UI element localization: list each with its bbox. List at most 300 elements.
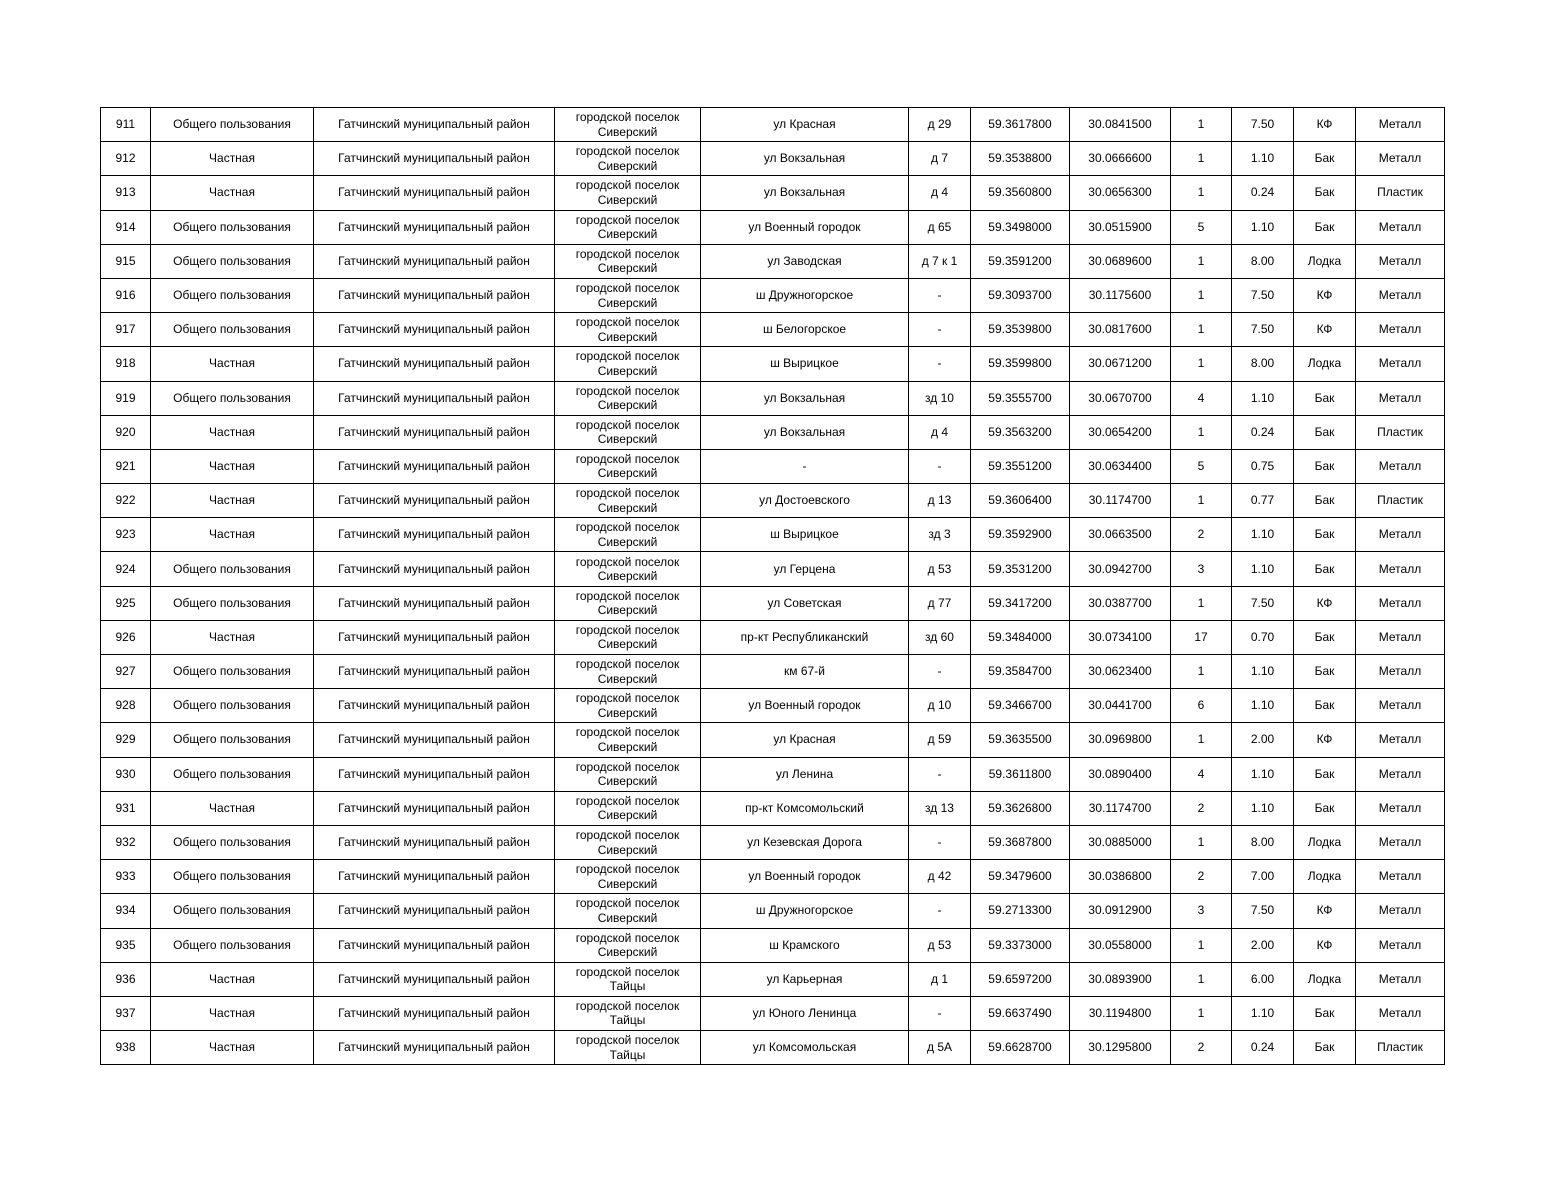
cell-container-type: Бак	[1294, 518, 1356, 552]
cell-material: Пластик	[1356, 1031, 1445, 1065]
cell-container-type: Бак	[1294, 142, 1356, 176]
cell-district: Гатчинский муниципальный район	[314, 142, 555, 176]
table-row	[101, 723, 1445, 757]
cell-ownership: Частная	[151, 449, 314, 483]
cell-ownership: Частная	[151, 962, 314, 996]
cell-latitude: 59.3635500	[971, 723, 1070, 757]
cell-id: 930	[101, 757, 151, 791]
cell-street: ул Военный городок	[701, 860, 909, 894]
cell-volume: 1.10	[1232, 210, 1294, 244]
cell-latitude: 59.6597200	[971, 962, 1070, 996]
cell-longitude: 30.0441700	[1070, 689, 1171, 723]
cell-street: ш Дружногорское	[701, 894, 909, 928]
cell-material: Пластик	[1356, 484, 1445, 518]
cell-ownership: Общего пользования	[151, 313, 314, 347]
cell-district: Гатчинский муниципальный район	[314, 962, 555, 996]
cell-house: д 10	[909, 689, 971, 723]
cell-longitude: 30.0634400	[1070, 449, 1171, 483]
cell-volume: 1.10	[1232, 655, 1294, 689]
cell-street: ул Кезевская Дорога	[701, 825, 909, 859]
cell-volume: 1.10	[1232, 552, 1294, 586]
cell-ownership: Общего пользования	[151, 244, 314, 278]
cell-container-type: КФ	[1294, 928, 1356, 962]
table-row	[101, 928, 1445, 962]
cell-count: 2	[1171, 518, 1232, 552]
cell-material: Металл	[1356, 723, 1445, 757]
cell-district: Гатчинский муниципальный район	[314, 108, 555, 142]
cell-count: 2	[1171, 1031, 1232, 1065]
cell-settlement: городской поселок Сиверский	[555, 108, 701, 142]
cell-district: Гатчинский муниципальный район	[314, 825, 555, 859]
cell-district: Гатчинский муниципальный район	[314, 655, 555, 689]
cell-latitude: 59.3687800	[971, 825, 1070, 859]
cell-latitude: 59.3093700	[971, 278, 1070, 312]
cell-longitude: 30.1194800	[1070, 996, 1171, 1030]
cell-street: ул Вокзальная	[701, 142, 909, 176]
cell-settlement: городской поселок Сиверский	[555, 620, 701, 654]
cell-material: Металл	[1356, 962, 1445, 996]
cell-district: Гатчинский муниципальный район	[314, 757, 555, 791]
cell-material: Металл	[1356, 860, 1445, 894]
cell-district: Гатчинский муниципальный район	[314, 791, 555, 825]
table-row	[101, 244, 1445, 278]
cell-district: Гатчинский муниципальный район	[314, 723, 555, 757]
cell-id: 912	[101, 142, 151, 176]
table-row	[101, 757, 1445, 791]
cell-street: -	[701, 449, 909, 483]
cell-settlement: городской поселок Сиверский	[555, 928, 701, 962]
cell-house: -	[909, 655, 971, 689]
cell-latitude: 59.3466700	[971, 689, 1070, 723]
cell-settlement: городской поселок Сиверский	[555, 825, 701, 859]
cell-ownership: Частная	[151, 484, 314, 518]
cell-longitude: 30.0817600	[1070, 313, 1171, 347]
cell-ownership: Частная	[151, 1031, 314, 1065]
cell-house: д 77	[909, 586, 971, 620]
cell-ownership: Частная	[151, 415, 314, 449]
cell-house: зд 60	[909, 620, 971, 654]
cell-id: 925	[101, 586, 151, 620]
table-row	[101, 484, 1445, 518]
registry-table	[100, 107, 1445, 1065]
cell-district: Гатчинский муниципальный район	[314, 210, 555, 244]
cell-count: 1	[1171, 928, 1232, 962]
cell-latitude: 59.3584700	[971, 655, 1070, 689]
cell-settlement: городской поселок Тайцы	[555, 962, 701, 996]
table-row	[101, 313, 1445, 347]
cell-longitude: 30.0515900	[1070, 210, 1171, 244]
cell-material: Металл	[1356, 278, 1445, 312]
cell-settlement: городской поселок Сиверский	[555, 518, 701, 552]
cell-district: Гатчинский муниципальный район	[314, 1031, 555, 1065]
table-row	[101, 860, 1445, 894]
table-row	[101, 210, 1445, 244]
cell-count: 3	[1171, 894, 1232, 928]
cell-container-type: Лодка	[1294, 244, 1356, 278]
cell-count: 1	[1171, 825, 1232, 859]
table-row	[101, 962, 1445, 996]
cell-container-type: Бак	[1294, 757, 1356, 791]
cell-settlement: городской поселок Сиверский	[555, 244, 701, 278]
cell-settlement: городской поселок Сиверский	[555, 347, 701, 381]
cell-count: 5	[1171, 449, 1232, 483]
cell-volume: 8.00	[1232, 347, 1294, 381]
cell-material: Металл	[1356, 620, 1445, 654]
cell-longitude: 30.0671200	[1070, 347, 1171, 381]
cell-material: Металл	[1356, 313, 1445, 347]
cell-count: 1	[1171, 244, 1232, 278]
table-row	[101, 415, 1445, 449]
cell-volume: 1.10	[1232, 757, 1294, 791]
cell-material: Металл	[1356, 142, 1445, 176]
cell-id: 929	[101, 723, 151, 757]
cell-volume: 7.50	[1232, 586, 1294, 620]
cell-longitude: 30.0654200	[1070, 415, 1171, 449]
table-row	[101, 996, 1445, 1030]
cell-volume: 1.10	[1232, 791, 1294, 825]
cell-id: 934	[101, 894, 151, 928]
cell-longitude: 30.0386800	[1070, 860, 1171, 894]
cell-ownership: Общего пользования	[151, 108, 314, 142]
cell-volume: 0.24	[1232, 415, 1294, 449]
cell-settlement: городской поселок Сиверский	[555, 278, 701, 312]
cell-count: 1	[1171, 723, 1232, 757]
cell-container-type: Бак	[1294, 655, 1356, 689]
cell-house: д 13	[909, 484, 971, 518]
cell-volume: 0.75	[1232, 449, 1294, 483]
cell-id: 924	[101, 552, 151, 586]
cell-volume: 1.10	[1232, 142, 1294, 176]
cell-id: 911	[101, 108, 151, 142]
cell-container-type: Лодка	[1294, 962, 1356, 996]
cell-material: Металл	[1356, 689, 1445, 723]
cell-district: Гатчинский муниципальный район	[314, 484, 555, 518]
cell-volume: 0.77	[1232, 484, 1294, 518]
cell-ownership: Частная	[151, 347, 314, 381]
cell-house: д 29	[909, 108, 971, 142]
cell-latitude: 59.3599800	[971, 347, 1070, 381]
cell-street: ул Вокзальная	[701, 415, 909, 449]
cell-ownership: Общего пользования	[151, 860, 314, 894]
cell-count: 1	[1171, 962, 1232, 996]
cell-container-type: Бак	[1294, 552, 1356, 586]
cell-container-type: КФ	[1294, 586, 1356, 620]
cell-street: ул Советская	[701, 586, 909, 620]
cell-latitude: 59.3373000	[971, 928, 1070, 962]
cell-settlement: городской поселок Сиверский	[555, 586, 701, 620]
cell-volume: 1.10	[1232, 381, 1294, 415]
cell-id: 918	[101, 347, 151, 381]
cell-longitude: 30.0689600	[1070, 244, 1171, 278]
cell-id: 932	[101, 825, 151, 859]
cell-district: Гатчинский муниципальный район	[314, 415, 555, 449]
cell-settlement: городской поселок Сиверский	[555, 552, 701, 586]
cell-settlement: городской поселок Тайцы	[555, 996, 701, 1030]
cell-volume: 2.00	[1232, 723, 1294, 757]
cell-settlement: городской поселок Сиверский	[555, 484, 701, 518]
cell-longitude: 30.0656300	[1070, 176, 1171, 210]
cell-container-type: КФ	[1294, 108, 1356, 142]
cell-longitude: 30.0623400	[1070, 655, 1171, 689]
cell-ownership: Частная	[151, 518, 314, 552]
cell-container-type: КФ	[1294, 723, 1356, 757]
cell-count: 1	[1171, 484, 1232, 518]
cell-latitude: 59.3498000	[971, 210, 1070, 244]
cell-ownership: Частная	[151, 996, 314, 1030]
cell-latitude: 59.3591200	[971, 244, 1070, 278]
cell-ownership: Общего пользования	[151, 278, 314, 312]
cell-house: д 4	[909, 415, 971, 449]
cell-settlement: городской поселок Сиверский	[555, 176, 701, 210]
cell-latitude: 59.3611800	[971, 757, 1070, 791]
cell-longitude: 30.0893900	[1070, 962, 1171, 996]
cell-latitude: 59.3592900	[971, 518, 1070, 552]
cell-settlement: городской поселок Сиверский	[555, 449, 701, 483]
cell-street: ул Юного Ленинца	[701, 996, 909, 1030]
cell-longitude: 30.0885000	[1070, 825, 1171, 859]
cell-house: -	[909, 449, 971, 483]
cell-material: Пластик	[1356, 176, 1445, 210]
cell-id: 920	[101, 415, 151, 449]
cell-id: 917	[101, 313, 151, 347]
cell-volume: 6.00	[1232, 962, 1294, 996]
cell-latitude: 59.3538800	[971, 142, 1070, 176]
cell-house: д 65	[909, 210, 971, 244]
cell-settlement: городской поселок Сиверский	[555, 655, 701, 689]
cell-street: ш Крамского	[701, 928, 909, 962]
cell-volume: 1.10	[1232, 996, 1294, 1030]
cell-material: Металл	[1356, 825, 1445, 859]
cell-longitude: 30.0666600	[1070, 142, 1171, 176]
cell-settlement: городской поселок Тайцы	[555, 1031, 701, 1065]
cell-container-type: Бак	[1294, 210, 1356, 244]
table-row	[101, 278, 1445, 312]
cell-latitude: 59.3531200	[971, 552, 1070, 586]
cell-settlement: городской поселок Сиверский	[555, 723, 701, 757]
cell-count: 1	[1171, 176, 1232, 210]
cell-material: Металл	[1356, 996, 1445, 1030]
cell-street: ул Военный городок	[701, 689, 909, 723]
cell-street: пр-кт Комсомольский	[701, 791, 909, 825]
cell-ownership: Частная	[151, 620, 314, 654]
cell-latitude: 59.3606400	[971, 484, 1070, 518]
cell-house: д 7	[909, 142, 971, 176]
cell-district: Гатчинский муниципальный район	[314, 552, 555, 586]
cell-longitude: 30.0670700	[1070, 381, 1171, 415]
cell-ownership: Общего пользования	[151, 210, 314, 244]
cell-house: -	[909, 757, 971, 791]
cell-id: 937	[101, 996, 151, 1030]
cell-settlement: городской поселок Сиверский	[555, 860, 701, 894]
cell-id: 922	[101, 484, 151, 518]
cell-id: 913	[101, 176, 151, 210]
cell-street: ул Герцена	[701, 552, 909, 586]
cell-street: пр-кт Республиканский	[701, 620, 909, 654]
cell-volume: 2.00	[1232, 928, 1294, 962]
cell-material: Пластик	[1356, 415, 1445, 449]
cell-count: 5	[1171, 210, 1232, 244]
table-row	[101, 108, 1445, 142]
cell-street: ул Красная	[701, 108, 909, 142]
cell-container-type: Бак	[1294, 996, 1356, 1030]
cell-material: Металл	[1356, 757, 1445, 791]
cell-house: д 59	[909, 723, 971, 757]
cell-district: Гатчинский муниципальный район	[314, 518, 555, 552]
table-row	[101, 894, 1445, 928]
cell-street: ул Красная	[701, 723, 909, 757]
cell-count: 1	[1171, 313, 1232, 347]
cell-count: 2	[1171, 860, 1232, 894]
cell-longitude: 30.0841500	[1070, 108, 1171, 142]
cell-house: зд 13	[909, 791, 971, 825]
cell-street: ул Комсомольская	[701, 1031, 909, 1065]
cell-settlement: городской поселок Сиверский	[555, 415, 701, 449]
cell-house: -	[909, 894, 971, 928]
cell-count: 1	[1171, 655, 1232, 689]
cell-district: Гатчинский муниципальный район	[314, 894, 555, 928]
table-row	[101, 791, 1445, 825]
cell-latitude: 59.2713300	[971, 894, 1070, 928]
cell-street: ул Достоевского	[701, 484, 909, 518]
cell-longitude: 30.1295800	[1070, 1031, 1171, 1065]
cell-ownership: Общего пользования	[151, 757, 314, 791]
cell-ownership: Общего пользования	[151, 894, 314, 928]
cell-latitude: 59.3560800	[971, 176, 1070, 210]
cell-house: д 7 к 1	[909, 244, 971, 278]
cell-count: 1	[1171, 347, 1232, 381]
cell-latitude: 59.3417200	[971, 586, 1070, 620]
cell-ownership: Частная	[151, 176, 314, 210]
cell-longitude: 30.0942700	[1070, 552, 1171, 586]
cell-house: д 53	[909, 928, 971, 962]
cell-street: ул Карьерная	[701, 962, 909, 996]
cell-volume: 0.24	[1232, 1031, 1294, 1065]
cell-material: Металл	[1356, 894, 1445, 928]
cell-container-type: Лодка	[1294, 860, 1356, 894]
cell-settlement: городской поселок Сиверский	[555, 894, 701, 928]
cell-id: 927	[101, 655, 151, 689]
cell-volume: 1.10	[1232, 689, 1294, 723]
cell-district: Гатчинский муниципальный район	[314, 586, 555, 620]
cell-settlement: городской поселок Сиверский	[555, 381, 701, 415]
cell-house: д 42	[909, 860, 971, 894]
cell-count: 4	[1171, 757, 1232, 791]
cell-district: Гатчинский муниципальный район	[314, 244, 555, 278]
cell-container-type: Бак	[1294, 415, 1356, 449]
table-row	[101, 1031, 1445, 1065]
cell-material: Металл	[1356, 655, 1445, 689]
cell-house: -	[909, 313, 971, 347]
cell-district: Гатчинский муниципальный район	[314, 689, 555, 723]
cell-longitude: 30.0558000	[1070, 928, 1171, 962]
cell-volume: 7.50	[1232, 894, 1294, 928]
cell-latitude: 59.6628700	[971, 1031, 1070, 1065]
cell-street: ш Вырицкое	[701, 518, 909, 552]
cell-house: -	[909, 825, 971, 859]
cell-latitude: 59.3617800	[971, 108, 1070, 142]
cell-id: 923	[101, 518, 151, 552]
cell-count: 1	[1171, 415, 1232, 449]
cell-container-type: Лодка	[1294, 347, 1356, 381]
cell-id: 916	[101, 278, 151, 312]
cell-container-type: Бак	[1294, 449, 1356, 483]
cell-latitude: 59.3539800	[971, 313, 1070, 347]
cell-district: Гатчинский муниципальный район	[314, 313, 555, 347]
table-row	[101, 449, 1445, 483]
cell-container-type: Бак	[1294, 791, 1356, 825]
cell-material: Металл	[1356, 928, 1445, 962]
table-row	[101, 825, 1445, 859]
cell-district: Гатчинский муниципальный район	[314, 996, 555, 1030]
cell-house: зд 3	[909, 518, 971, 552]
cell-house: -	[909, 996, 971, 1030]
cell-street: ул Заводская	[701, 244, 909, 278]
cell-latitude: 59.3563200	[971, 415, 1070, 449]
cell-id: 926	[101, 620, 151, 654]
cell-count: 3	[1171, 552, 1232, 586]
cell-count: 2	[1171, 791, 1232, 825]
cell-container-type: Бак	[1294, 176, 1356, 210]
cell-volume: 8.00	[1232, 244, 1294, 278]
cell-district: Гатчинский муниципальный район	[314, 449, 555, 483]
cell-street: ш Дружногорское	[701, 278, 909, 312]
cell-ownership: Общего пользования	[151, 825, 314, 859]
cell-ownership: Частная	[151, 142, 314, 176]
cell-district: Гатчинский муниципальный район	[314, 381, 555, 415]
cell-longitude: 30.1174700	[1070, 484, 1171, 518]
cell-house: -	[909, 278, 971, 312]
cell-container-type: Бак	[1294, 689, 1356, 723]
cell-id: 928	[101, 689, 151, 723]
cell-latitude: 59.3479600	[971, 860, 1070, 894]
cell-district: Гатчинский муниципальный район	[314, 620, 555, 654]
cell-count: 17	[1171, 620, 1232, 654]
cell-id: 938	[101, 1031, 151, 1065]
cell-container-type: КФ	[1294, 894, 1356, 928]
cell-ownership: Общего пользования	[151, 928, 314, 962]
cell-longitude: 30.1175600	[1070, 278, 1171, 312]
cell-settlement: городской поселок Сиверский	[555, 791, 701, 825]
cell-volume: 0.24	[1232, 176, 1294, 210]
cell-id: 914	[101, 210, 151, 244]
cell-material: Металл	[1356, 381, 1445, 415]
cell-latitude: 59.3484000	[971, 620, 1070, 654]
cell-district: Гатчинский муниципальный район	[314, 347, 555, 381]
cell-material: Металл	[1356, 244, 1445, 278]
cell-ownership: Частная	[151, 791, 314, 825]
cell-latitude: 59.6637490	[971, 996, 1070, 1030]
table-row	[101, 381, 1445, 415]
cell-id: 936	[101, 962, 151, 996]
cell-longitude: 30.0912900	[1070, 894, 1171, 928]
cell-volume: 7.50	[1232, 278, 1294, 312]
cell-id: 933	[101, 860, 151, 894]
cell-house: зд 10	[909, 381, 971, 415]
table-row	[101, 518, 1445, 552]
cell-latitude: 59.3551200	[971, 449, 1070, 483]
cell-longitude: 30.0890400	[1070, 757, 1171, 791]
cell-ownership: Общего пользования	[151, 723, 314, 757]
cell-longitude: 30.1174700	[1070, 791, 1171, 825]
table-row	[101, 142, 1445, 176]
cell-street: ш Вырицкое	[701, 347, 909, 381]
cell-container-type: Бак	[1294, 484, 1356, 518]
cell-longitude: 30.0734100	[1070, 620, 1171, 654]
cell-street: км 67-й	[701, 655, 909, 689]
cell-container-type: КФ	[1294, 313, 1356, 347]
cell-count: 1	[1171, 586, 1232, 620]
cell-id: 931	[101, 791, 151, 825]
